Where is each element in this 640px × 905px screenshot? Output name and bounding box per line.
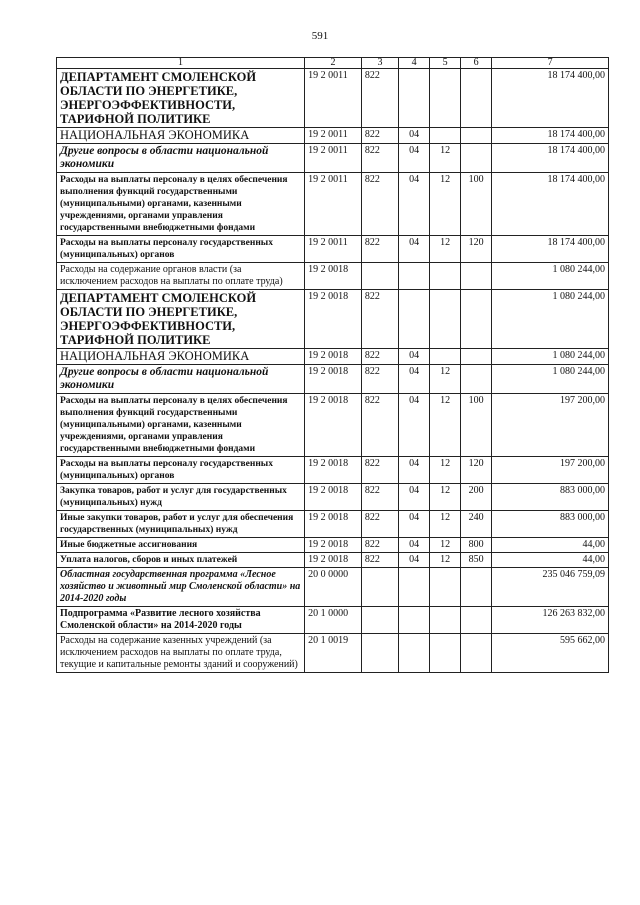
row-name-cell: Расходы на содержание казенных учреждений (за исключением расходов на выплаты по оплате труда, текущие и капитальные ремонты зданий и сооружений) [57, 634, 305, 673]
table-row [57, 349, 609, 365]
row-amount-cell: 1 080 244,00 [492, 263, 609, 290]
header-cell-amount: 7 [492, 58, 609, 69]
row-vr-cell [461, 144, 492, 173]
row-amount-cell: 883 000,00 [492, 511, 609, 538]
row-name-cell: Уплата налогов, сборов и иных платежей [57, 553, 305, 568]
row-pr-cell: 12 [430, 236, 461, 263]
row-grbs-cell: 822 [361, 553, 398, 568]
row-name-cell: Расходы на выплаты персоналу в целях обеспечения выполнения функций государственными (муниципальными) органами, казенными учреждениями, органами управления государственными внебюджетными фондами [57, 173, 305, 236]
row-grbs-cell: 822 [361, 538, 398, 553]
row-grbs-cell: 822 [361, 484, 398, 511]
header-cell-rz: 4 [399, 58, 430, 69]
table-row [57, 128, 609, 144]
row-csr-cell: 19 2 0011 [305, 173, 362, 236]
header-row [57, 58, 609, 69]
row-name-cell: Иные закупки товаров, работ и услуг для обеспечения государственных (муниципальных) нужд [57, 511, 305, 538]
row-amount-cell: 883 000,00 [492, 484, 609, 511]
row-pr-cell: 12 [430, 365, 461, 394]
row-grbs-cell: 822 [361, 394, 398, 457]
row-name-cell: Иные бюджетные ассигнования [57, 538, 305, 553]
row-pr-cell: 12 [430, 394, 461, 457]
row-vr-cell [461, 607, 492, 634]
table-row [57, 553, 609, 568]
row-name-cell: Расходы на содержание органов власти (за исключением расходов на выплаты по оплате труда) [57, 263, 305, 290]
row-grbs-cell: 822 [361, 457, 398, 484]
table-row [57, 484, 609, 511]
table-row [57, 394, 609, 457]
row-vr-cell: 100 [461, 173, 492, 236]
row-amount-cell: 18 174 400,00 [492, 144, 609, 173]
row-vr-cell: 800 [461, 538, 492, 553]
row-grbs-cell: 822 [361, 365, 398, 394]
page-number: 591 [311, 30, 329, 42]
row-vr-cell [461, 634, 492, 673]
table-row [57, 457, 609, 484]
table-row [57, 568, 609, 607]
row-rz-cell [399, 634, 430, 673]
row-csr-cell: 19 2 0018 [305, 394, 362, 457]
row-pr-cell [430, 128, 461, 144]
row-vr-cell [461, 365, 492, 394]
row-grbs-cell: 822 [361, 173, 398, 236]
row-rz-cell: 04 [399, 538, 430, 553]
row-rz-cell [399, 568, 430, 607]
row-pr-cell [430, 634, 461, 673]
row-vr-cell: 100 [461, 394, 492, 457]
row-pr-cell: 12 [430, 553, 461, 568]
row-rz-cell [399, 263, 430, 290]
row-grbs-cell [361, 568, 398, 607]
row-csr-cell: 19 2 0011 [305, 69, 362, 128]
row-amount-cell: 1 080 244,00 [492, 365, 609, 394]
row-vr-cell [461, 290, 492, 349]
row-name-cell: Расходы на выплаты персоналу в целях обеспечения выполнения функций государственными (муниципальными) органами, казенными учреждениями, органами управления государственными внебюджетными фондами [57, 394, 305, 457]
row-name-cell: Другие вопросы в области национальной экономики [57, 144, 305, 173]
row-vr-cell: 240 [461, 511, 492, 538]
row-rz-cell: 04 [399, 349, 430, 365]
row-grbs-cell [361, 607, 398, 634]
row-rz-cell: 04 [399, 457, 430, 484]
row-csr-cell: 19 2 0018 [305, 511, 362, 538]
row-rz-cell [399, 69, 430, 128]
row-rz-cell: 04 [399, 511, 430, 538]
row-name-cell: НАЦИОНАЛЬНАЯ ЭКОНОМИКА [57, 349, 305, 365]
row-pr-cell: 12 [430, 511, 461, 538]
row-grbs-cell [361, 634, 398, 673]
row-pr-cell [430, 263, 461, 290]
row-pr-cell: 12 [430, 538, 461, 553]
row-vr-cell: 120 [461, 236, 492, 263]
row-amount-cell: 235 046 759,09 [492, 568, 609, 607]
row-pr-cell [430, 290, 461, 349]
row-grbs-cell: 822 [361, 511, 398, 538]
row-grbs-cell: 822 [361, 236, 398, 263]
row-name-cell: Расходы на выплаты персоналу государственных (муниципальных) органов [57, 236, 305, 263]
header-cell-vr: 6 [461, 58, 492, 69]
row-csr-cell: 19 2 0018 [305, 365, 362, 394]
table-row [57, 263, 609, 290]
row-grbs-cell: 822 [361, 144, 398, 173]
row-name-cell: Другие вопросы в области национальной экономики [57, 365, 305, 394]
row-vr-cell [461, 69, 492, 128]
table-row [57, 538, 609, 553]
row-csr-cell: 20 1 0019 [305, 634, 362, 673]
row-amount-cell: 197 200,00 [492, 457, 609, 484]
row-grbs-cell: 822 [361, 290, 398, 349]
row-vr-cell [461, 349, 492, 365]
budget-table [56, 57, 609, 673]
table-row [57, 236, 609, 263]
row-amount-cell: 18 174 400,00 [492, 128, 609, 144]
row-grbs-cell: 822 [361, 69, 398, 128]
row-rz-cell [399, 290, 430, 349]
row-name-cell: Подпрограмма «Развитие лесного хозяйства Смоленской области» на 2014-2020 годы [57, 607, 305, 634]
row-grbs-cell [361, 263, 398, 290]
row-pr-cell [430, 349, 461, 365]
header-cell-grbs: 3 [361, 58, 398, 69]
row-pr-cell [430, 607, 461, 634]
row-csr-cell: 19 2 0011 [305, 236, 362, 263]
table-row [57, 634, 609, 673]
row-vr-cell [461, 128, 492, 144]
row-amount-cell: 18 174 400,00 [492, 69, 609, 128]
row-name-cell: НАЦИОНАЛЬНАЯ ЭКОНОМИКА [57, 128, 305, 144]
row-csr-cell: 19 2 0018 [305, 457, 362, 484]
row-rz-cell: 04 [399, 394, 430, 457]
header-cell-csr: 2 [305, 58, 362, 69]
row-csr-cell: 19 2 0018 [305, 553, 362, 568]
row-csr-cell: 20 0 0000 [305, 568, 362, 607]
row-vr-cell [461, 568, 492, 607]
header-cell-pr: 5 [430, 58, 461, 69]
row-csr-cell: 19 2 0018 [305, 263, 362, 290]
row-name-cell: ДЕПАРТАМЕНТ СМОЛЕНСКОЙ ОБЛАСТИ ПО ЭНЕРГЕТИКЕ, ЭНЕРГОЭФФЕКТИВНОСТИ, ТАРИФНОЙ ПОЛИТИКЕ [57, 290, 305, 349]
row-pr-cell [430, 69, 461, 128]
header-cell-name: 1 [57, 58, 305, 69]
row-amount-cell: 44,00 [492, 553, 609, 568]
row-name-cell: Областная государственная программа «Лесное хозяйство и животный мир Смоленской области» на 2014-2020 годы [57, 568, 305, 607]
row-name-cell: Расходы на выплаты персоналу государственных (муниципальных) органов [57, 457, 305, 484]
row-vr-cell: 120 [461, 457, 492, 484]
row-name-cell: Закупка товаров, работ и услуг для государственных (муниципальных) нужд [57, 484, 305, 511]
row-csr-cell: 19 2 0011 [305, 128, 362, 144]
row-rz-cell: 04 [399, 484, 430, 511]
row-amount-cell: 197 200,00 [492, 394, 609, 457]
table-row [57, 290, 609, 349]
row-pr-cell: 12 [430, 173, 461, 236]
row-pr-cell [430, 568, 461, 607]
row-grbs-cell: 822 [361, 128, 398, 144]
row-amount-cell: 595 662,00 [492, 634, 609, 673]
row-name-cell: ДЕПАРТАМЕНТ СМОЛЕНСКОЙ ОБЛАСТИ ПО ЭНЕРГЕТИКЕ, ЭНЕРГОЭФФЕКТИВНОСТИ, ТАРИФНОЙ ПОЛИТИКЕ [57, 69, 305, 128]
row-rz-cell: 04 [399, 173, 430, 236]
table-row [57, 365, 609, 394]
row-vr-cell: 200 [461, 484, 492, 511]
row-amount-cell: 1 080 244,00 [492, 349, 609, 365]
row-amount-cell: 18 174 400,00 [492, 236, 609, 263]
table-row [57, 144, 609, 173]
table-row [57, 607, 609, 634]
row-pr-cell: 12 [430, 144, 461, 173]
row-rz-cell: 04 [399, 365, 430, 394]
table-row [57, 69, 609, 128]
row-rz-cell: 04 [399, 144, 430, 173]
row-csr-cell: 19 2 0018 [305, 538, 362, 553]
row-csr-cell: 19 2 0018 [305, 484, 362, 511]
row-vr-cell [461, 263, 492, 290]
row-csr-cell: 19 2 0011 [305, 144, 362, 173]
row-rz-cell [399, 607, 430, 634]
row-grbs-cell: 822 [361, 349, 398, 365]
row-rz-cell: 04 [399, 236, 430, 263]
row-csr-cell: 20 1 0000 [305, 607, 362, 634]
row-vr-cell: 850 [461, 553, 492, 568]
row-csr-cell: 19 2 0018 [305, 290, 362, 349]
row-amount-cell: 44,00 [492, 538, 609, 553]
row-pr-cell: 12 [430, 484, 461, 511]
row-amount-cell: 18 174 400,00 [492, 173, 609, 236]
row-amount-cell: 126 263 832,00 [492, 607, 609, 634]
table-row [57, 511, 609, 538]
row-rz-cell: 04 [399, 553, 430, 568]
row-rz-cell: 04 [399, 128, 430, 144]
row-csr-cell: 19 2 0018 [305, 349, 362, 365]
row-pr-cell: 12 [430, 457, 461, 484]
row-amount-cell: 1 080 244,00 [492, 290, 609, 349]
table-row [57, 173, 609, 236]
